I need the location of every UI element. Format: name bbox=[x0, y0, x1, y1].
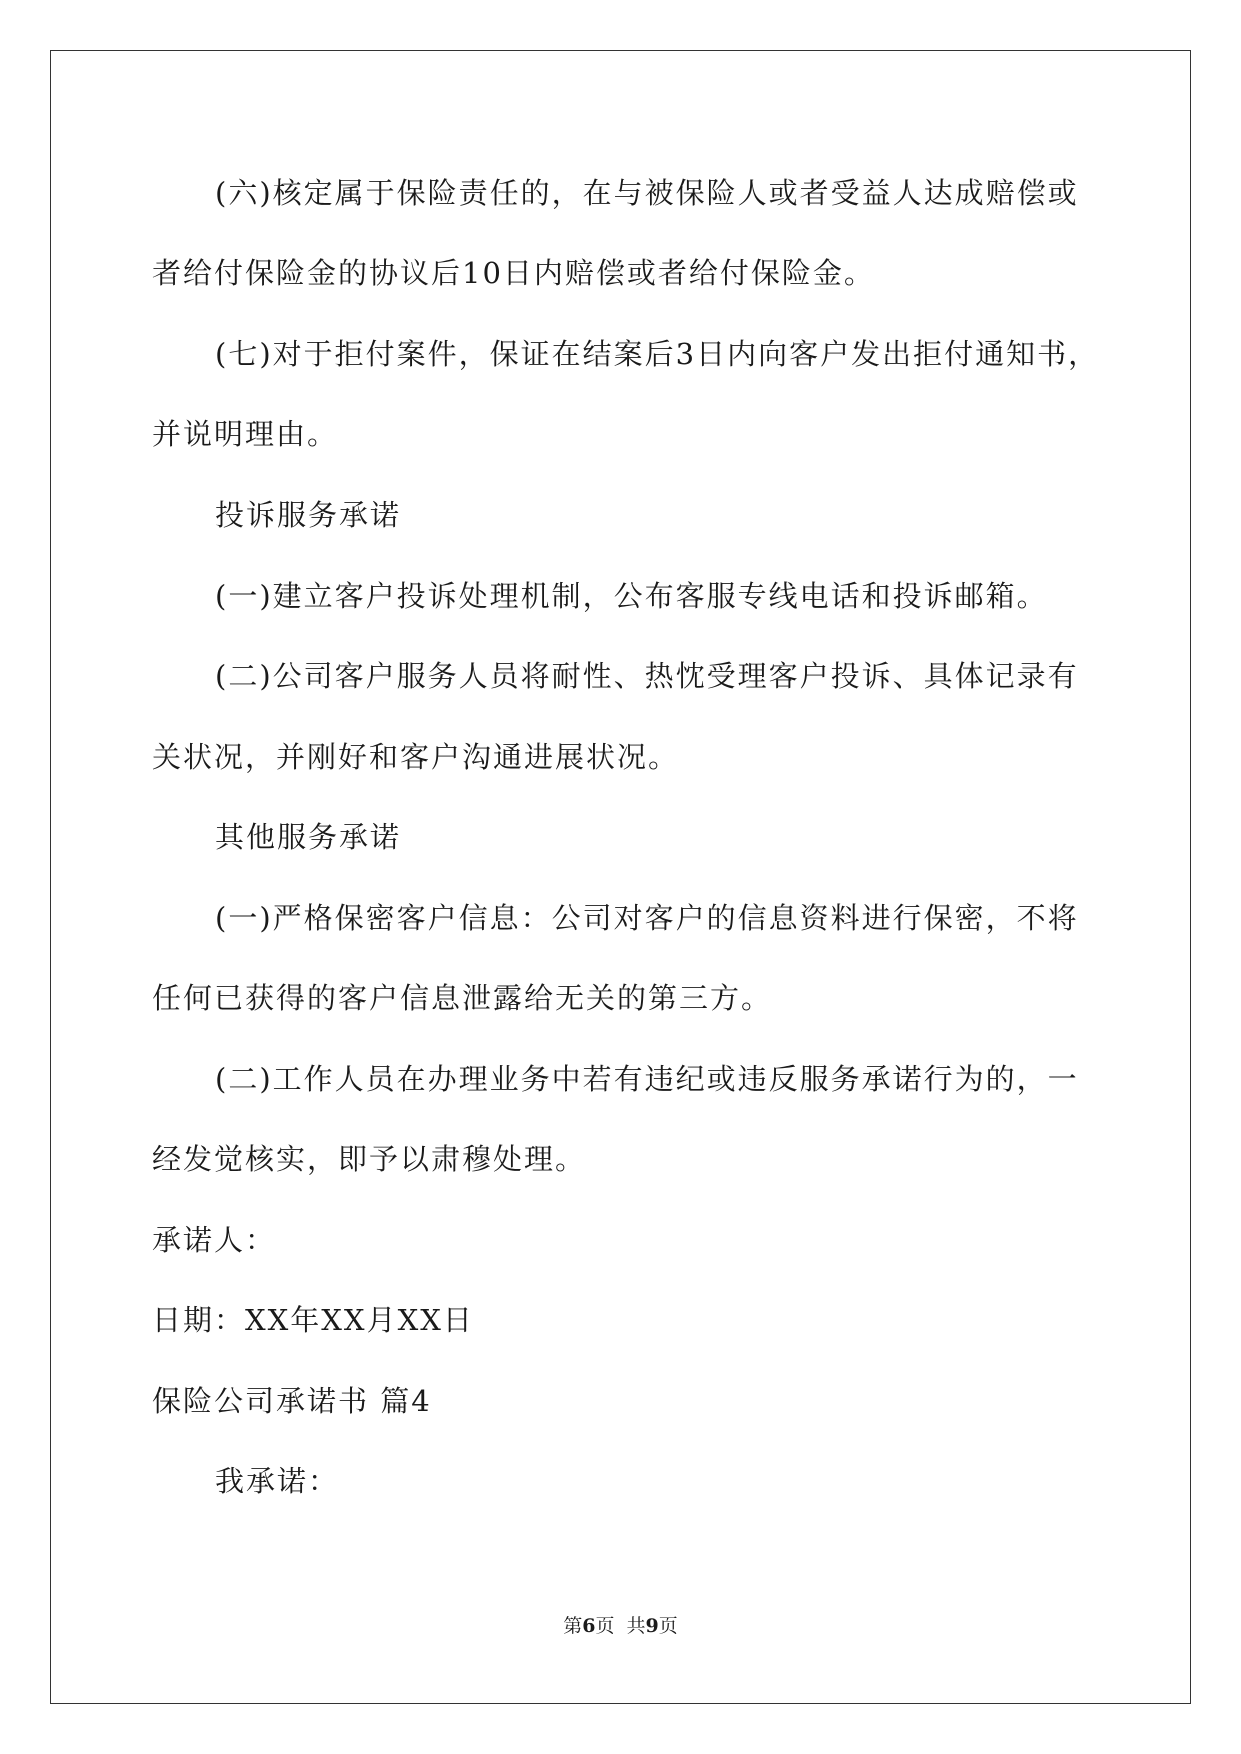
footer-page-number: 6 bbox=[582, 1615, 596, 1637]
paragraph-line: (二)工作人员在办理业务中若有违纪或违反服务承诺行为的，一 bbox=[215, 1062, 1079, 1096]
footer-mid: 页 共 bbox=[595, 1615, 646, 1637]
paragraph-line: (七)对于拒付案件，保证在结案后3日内向客户发出拒付通知书， bbox=[215, 337, 1100, 371]
footer-prefix: 第 bbox=[563, 1615, 583, 1637]
paragraph-line: 者给付保险金的协议后10日内赔偿或者给付保险金。 bbox=[152, 256, 875, 290]
document-title: 保险公司承诺书 篇4 bbox=[152, 1384, 432, 1418]
paragraph-line: (一)严格保密客户信息：公司对客户的信息资料进行保密，不将 bbox=[215, 901, 1079, 935]
signatory-label: 承诺人： bbox=[152, 1223, 277, 1257]
paragraph-line: (六)核定属于保险责任的，在与被保险人或者受益人达成赔偿或 bbox=[215, 176, 1079, 210]
section-heading: 其他服务承诺 bbox=[215, 820, 402, 854]
page-border bbox=[50, 50, 1191, 1704]
paragraph-line: 经发觉核实，即予以肃穆处理。 bbox=[152, 1142, 587, 1176]
paragraph-line: (一)建立客户投诉处理机制，公布客服专线电话和投诉邮箱。 bbox=[215, 579, 1048, 613]
paragraph-line: 关状况，并刚好和客户沟通进展状况。 bbox=[152, 740, 680, 774]
paragraph-line: (二)公司客户服务人员将耐性、热忱受理客户投诉、具体记录有 bbox=[215, 659, 1079, 693]
page-footer bbox=[0, 1613, 1241, 1639]
paragraph-line: 我承诺： bbox=[215, 1464, 340, 1498]
paragraph-line: 并说明理由。 bbox=[152, 417, 339, 451]
section-heading: 投诉服务承诺 bbox=[215, 498, 402, 532]
footer-suffix: 页 bbox=[658, 1615, 678, 1637]
date-line: 日期：XX年XX月XX日 bbox=[152, 1303, 474, 1337]
footer-total-pages: 9 bbox=[645, 1615, 659, 1637]
paragraph-line: 任何已获得的客户信息泄露给无关的第三方。 bbox=[152, 981, 773, 1015]
